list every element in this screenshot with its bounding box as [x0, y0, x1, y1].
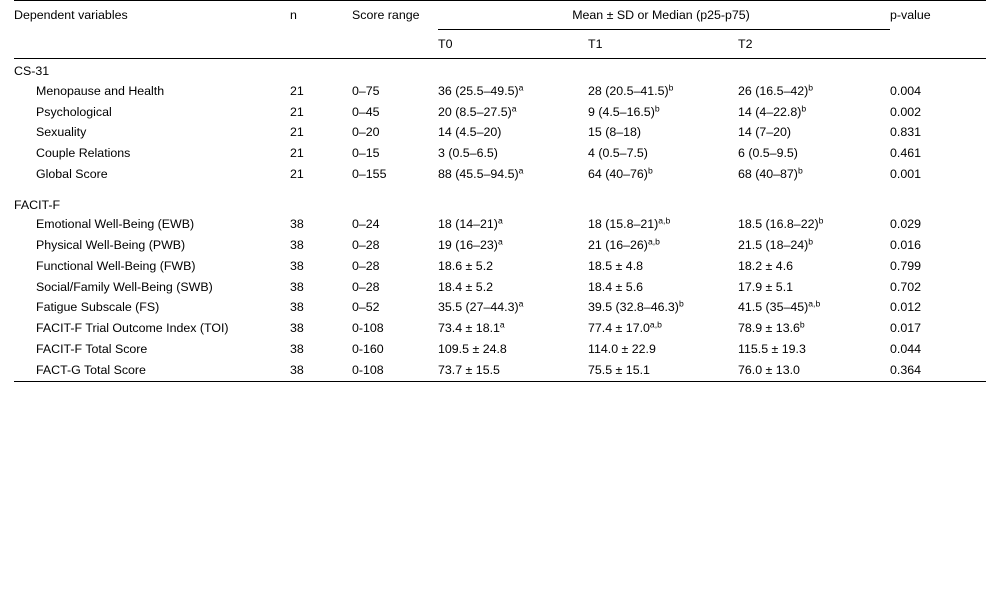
row-variable-label: FACIT-F Total Score	[36, 342, 148, 357]
row-t2-value-value: 115.5 ± 19.3	[738, 342, 806, 357]
group-spacer-cell	[14, 186, 986, 193]
row-t2-value-superscript: b	[797, 165, 803, 176]
row-n-value: 38	[290, 237, 304, 252]
row-t2-value	[738, 144, 890, 165]
row-t1-value-superscript: b	[654, 102, 660, 113]
row-n-value: 21	[290, 167, 304, 182]
row-t2-value	[738, 235, 890, 256]
row-t0-value	[438, 319, 588, 340]
row-t1-value	[588, 277, 738, 298]
column-header-group-mean-sd: Mean ± SD or Median (p25-p75)	[438, 1, 890, 30]
row-t0-value-value: 18.4 ± 5.2	[438, 279, 494, 294]
row-t0-value	[438, 102, 588, 123]
row-t2-value-value: 17.9 ± 5.1	[738, 279, 794, 294]
row-t0-value	[438, 165, 588, 186]
row-t2-value-superscript: b	[799, 319, 805, 330]
row-variable-label: Social/Family Well-Being (SWB)	[36, 279, 213, 294]
column-header-t0: T0	[438, 29, 588, 59]
row-n-value: 21	[290, 104, 304, 119]
row-n-value: 38	[290, 363, 304, 377]
row-n-value: 38	[290, 300, 304, 315]
row-t2-value	[738, 102, 890, 123]
row-t0-value	[438, 235, 588, 256]
row-t2-value	[738, 361, 890, 382]
row-score-range: 0–28	[352, 237, 380, 252]
row-t2-value	[738, 256, 890, 277]
row-t1-value-value: 39.5 (32.8–46.3)	[588, 300, 679, 315]
row-pvalue: 0.017	[890, 321, 922, 336]
row-t1-value-value: 75.5 ± 15.1	[588, 363, 650, 377]
row-t1-value-superscript: a,b	[658, 215, 671, 226]
row-t2-value-value: 26 (16.5–42)	[738, 83, 809, 98]
row-variable-label: Fatigue Subscale (FS)	[36, 300, 160, 315]
row-score-range: 0-108	[352, 321, 384, 336]
row-pvalue: 0.799	[890, 258, 922, 273]
row-pvalue: 0.004	[890, 83, 922, 98]
table-row	[14, 340, 986, 361]
row-t1-value	[588, 298, 738, 319]
row-t2-value	[738, 298, 890, 319]
row-t1-value-superscript: b	[647, 165, 653, 176]
table-row	[14, 256, 986, 277]
row-pvalue: 0.001	[890, 167, 922, 182]
row-pvalue: 0.029	[890, 216, 922, 231]
row-t1-value	[588, 361, 738, 382]
row-t0-value-superscript: a	[497, 215, 503, 226]
row-variable-label: Menopause and Health	[36, 83, 165, 98]
row-score-range: 0–24	[352, 216, 380, 231]
row-score-range: 0-108	[352, 363, 384, 377]
row-t2-value-value: 14 (4–22.8)	[738, 104, 802, 119]
row-pvalue: 0.016	[890, 237, 922, 252]
row-t0-value	[438, 361, 588, 382]
row-t2-value-value: 68 (40–87)	[738, 167, 798, 182]
table-row	[14, 123, 986, 144]
row-t0-value-value: 73.4 ± 18.1	[438, 321, 500, 336]
row-t0-value-value: 3 (0.5–6.5)	[438, 146, 498, 161]
row-t0-value	[438, 123, 588, 144]
row-t2-value-superscript: b	[808, 81, 814, 92]
row-t1-value-superscript: a,b	[647, 236, 660, 247]
group-label: FACIT-F	[14, 197, 61, 212]
row-t1-value-superscript: b	[668, 81, 674, 92]
row-t1-value-superscript: b	[678, 298, 684, 309]
row-t0-value-value: 14 (4.5–20)	[438, 125, 502, 140]
column-header-t2: T2	[738, 29, 890, 59]
column-header-t1: T1	[588, 29, 738, 59]
table-row	[14, 214, 986, 235]
row-pvalue: 0.044	[890, 342, 922, 357]
row-t1-value	[588, 81, 738, 102]
row-t0-value	[438, 214, 588, 235]
row-t1-value-value: 9 (4.5–16.5)	[588, 104, 655, 119]
row-t1-value-value: 77.4 ± 17.0	[588, 321, 650, 336]
row-t0-value-value: 73.7 ± 15.5	[438, 363, 500, 377]
row-pvalue: 0.002	[890, 104, 922, 119]
row-t0-value-value: 19 (16–23)	[438, 237, 498, 252]
row-t1-value-value: 15 (8–18)	[588, 125, 642, 140]
row-t1-value	[588, 319, 738, 340]
table-row	[14, 319, 986, 340]
row-t2-value-superscript: b	[818, 215, 824, 226]
table-row	[14, 165, 986, 186]
row-score-range: 0–28	[352, 258, 380, 273]
row-t0-value	[438, 256, 588, 277]
row-variable-label: FACIT-F Trial Outcome Index (TOI)	[36, 321, 229, 336]
row-t2-value-superscript: b	[808, 236, 814, 247]
row-score-range: 0–28	[352, 279, 380, 294]
row-score-range: 0-160	[352, 342, 384, 357]
row-t1-value	[588, 144, 738, 165]
column-header-pvalue: p-value	[890, 1, 986, 59]
row-t0-value-superscript: a	[497, 236, 503, 247]
row-n-value: 38	[290, 279, 304, 294]
row-n-value: 38	[290, 216, 304, 231]
row-variable-label: Couple Relations	[36, 146, 131, 161]
row-t2-value-value: 78.9 ± 13.6	[738, 321, 800, 336]
row-t2-value	[738, 319, 890, 340]
table-bottom-rule	[14, 381, 986, 382]
row-t2-value	[738, 277, 890, 298]
row-t0-value-value: 35.5 (27–44.3)	[438, 300, 519, 315]
row-t1-value-superscript: a,b	[649, 319, 662, 330]
row-score-range: 0–155	[352, 167, 387, 182]
row-t2-value	[738, 340, 890, 361]
row-pvalue: 0.012	[890, 300, 922, 315]
row-t0-value-value: 20 (8.5–27.5)	[438, 104, 512, 119]
row-t0-value	[438, 144, 588, 165]
row-t0-value	[438, 340, 588, 361]
row-t0-value-superscript: a	[499, 319, 505, 330]
row-t1-value	[588, 235, 738, 256]
row-n-value: 38	[290, 342, 304, 357]
row-t1-value-value: 4 (0.5–7.5)	[588, 146, 648, 161]
row-t0-value-superscript: a	[518, 165, 524, 176]
row-pvalue: 0.702	[890, 279, 922, 294]
row-pvalue: 0.831	[890, 125, 922, 140]
table-head	[14, 1, 986, 59]
table-row	[14, 277, 986, 298]
row-t2-value	[738, 81, 890, 102]
table-row	[14, 102, 986, 123]
row-n-value: 21	[290, 83, 304, 98]
row-t2-value-value: 6 (0.5–9.5)	[738, 146, 798, 161]
row-t1-value-value: 114.0 ± 22.9	[588, 342, 656, 357]
row-t1-value-value: 28 (20.5–41.5)	[588, 83, 669, 98]
row-t0-value-value: 36 (25.5–49.5)	[438, 83, 519, 98]
row-t2-value-value: 41.5 (35–45)	[738, 300, 809, 315]
row-t1-value-value: 18.4 ± 5.6	[588, 279, 644, 294]
row-t1-value	[588, 340, 738, 361]
row-t1-value-value: 21 (16–26)	[588, 237, 648, 252]
row-t1-value-value: 64 (40–76)	[588, 167, 648, 182]
row-score-range: 0–45	[352, 104, 380, 119]
row-variable-label: Functional Well-Being (FWB)	[36, 258, 196, 273]
row-score-range: 0–20	[352, 125, 380, 140]
column-header-variables: Dependent variables	[14, 1, 290, 59]
row-t0-value-value: 18 (14–21)	[438, 216, 498, 231]
table-row	[14, 81, 986, 102]
row-n-value: 21	[290, 125, 304, 140]
row-t2-value	[738, 214, 890, 235]
statistics-table	[14, 0, 986, 381]
column-header-n: n	[290, 1, 352, 59]
row-t0-value-superscript: a	[518, 81, 524, 92]
table-row	[14, 235, 986, 256]
row-variable-label: Physical Well-Being (PWB)	[36, 237, 186, 252]
table-body	[14, 59, 986, 382]
row-variable-label: Global Score	[36, 167, 108, 182]
group-label: CS-31	[14, 59, 986, 81]
row-t0-value-superscript: a	[518, 298, 524, 309]
row-variable-label: Emotional Well-Being (EWB)	[36, 216, 195, 231]
group-spacer	[14, 186, 986, 193]
row-pvalue: 0.461	[890, 146, 922, 161]
row-variable-label: Psychological	[36, 104, 112, 119]
row-t1-value	[588, 165, 738, 186]
row-t0-value	[438, 298, 588, 319]
row-t1-value-value: 18.5 ± 4.8	[588, 258, 644, 273]
row-t0-value-value: 88 (45.5–94.5)	[438, 167, 519, 182]
row-t2-value-superscript: a,b	[808, 298, 821, 309]
row-t2-value-value: 18.5 (16.8–22)	[738, 216, 819, 231]
table-group-header-row	[14, 59, 986, 81]
row-t0-value	[438, 277, 588, 298]
table-row	[14, 361, 986, 382]
row-t1-value	[588, 102, 738, 123]
row-score-range: 0–52	[352, 300, 380, 315]
row-n-value: 38	[290, 258, 304, 273]
table-group-header-row	[14, 193, 986, 215]
row-t1-value	[588, 214, 738, 235]
row-t2-value-value: 21.5 (18–24)	[738, 237, 809, 252]
row-t2-value-value: 14 (7–20)	[738, 125, 792, 140]
row-t1-value	[588, 123, 738, 144]
row-t2-value	[738, 165, 890, 186]
row-variable-label: Sexuality	[36, 125, 87, 140]
row-t0-value	[438, 81, 588, 102]
row-variable-label: FACT-G Total Score	[36, 363, 146, 377]
table-row	[14, 298, 986, 319]
row-n-value: 38	[290, 321, 304, 336]
row-t2-value-value: 76.0 ± 13.0	[738, 363, 800, 377]
row-score-range: 0–15	[352, 146, 380, 161]
row-pvalue: 0.364	[890, 363, 922, 377]
table-row	[14, 144, 986, 165]
row-t2-value-superscript: b	[801, 102, 807, 113]
row-t0-value-value: 18.6 ± 5.2	[438, 258, 494, 273]
column-header-score-range: Score range	[352, 1, 438, 59]
row-t2-value-value: 18.2 ± 4.6	[738, 258, 794, 273]
row-score-range: 0–75	[352, 83, 380, 98]
row-t1-value	[588, 256, 738, 277]
row-t0-value-value: 109.5 ± 24.8	[438, 342, 507, 357]
row-t2-value	[738, 123, 890, 144]
row-t1-value-value: 18 (15.8–21)	[588, 216, 659, 231]
header-row-main	[14, 1, 986, 30]
row-t0-value-superscript: a	[511, 102, 517, 113]
row-n-value: 21	[290, 146, 304, 161]
